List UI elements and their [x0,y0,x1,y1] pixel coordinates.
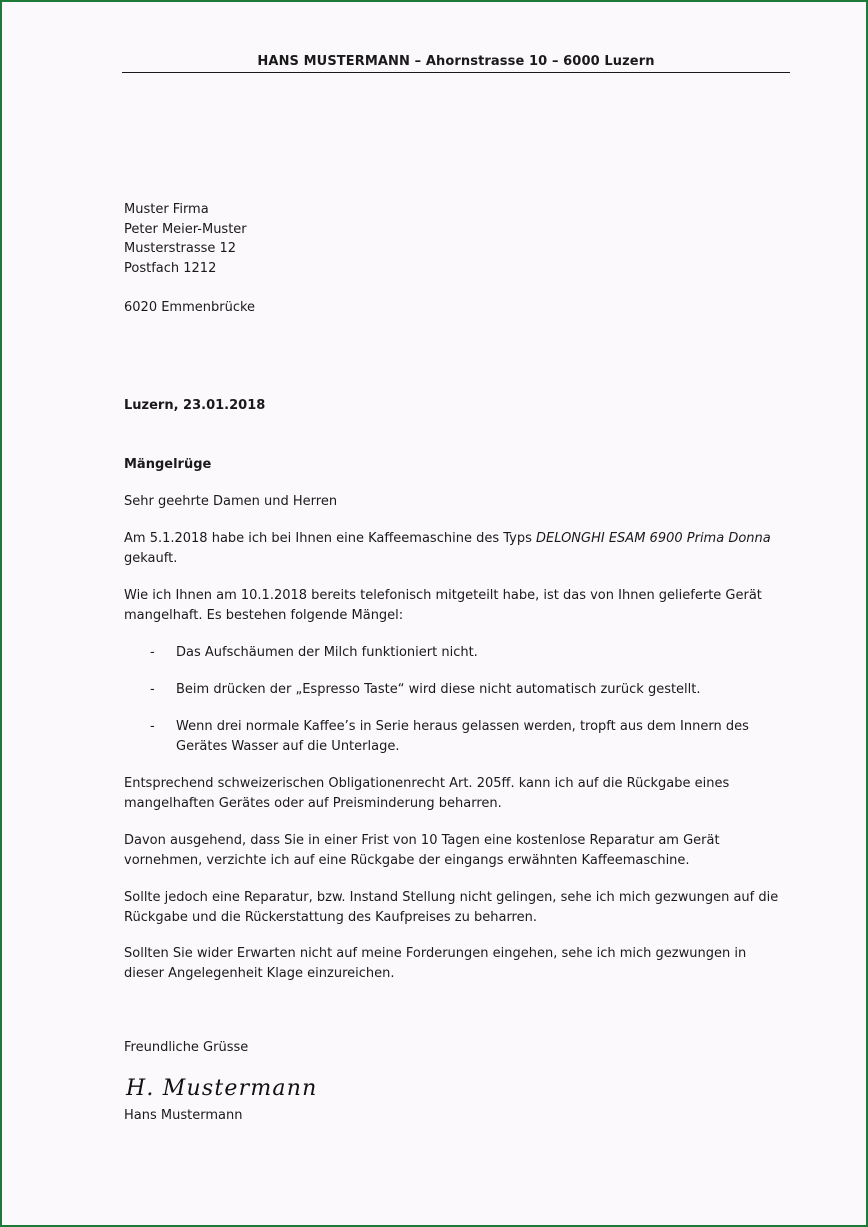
paragraph-defect-notice [124,586,789,625]
paragraph-refund-demand [124,888,789,927]
paragraph-repair-request-line2: vornehmen, verzichte ich auf eine Rückgabe der eingangs erwähnten Kaffeemaschine. [124,852,690,868]
handwritten-signature: H. Mustermann [126,1076,318,1101]
salutation: Sehr geehrte Damen und Herren [124,494,338,509]
subject-line: Mängelrüge [124,457,212,472]
paragraph-legal-basis [124,774,789,813]
recipient-contact: Peter Meier-Muster [124,221,247,237]
closing-greeting: Freundliche Grüsse [124,1040,249,1055]
sender-name: Hans Mustermann [124,1108,243,1123]
defect-item-3-line1: Wenn drei normale Kaffee’s in Serie heraus gelassen werden, tropft aus dem Innern des [176,719,749,734]
paragraph-legal-action-line2: dieser Angelegenheit Klage einzureichen. [124,965,395,981]
product-name: DELONGHI ESAM 6900 Prima Donna [536,531,771,546]
paragraph-defect-notice-line2: mangelhaft. Es bestehen folgende Mängel: [124,607,404,623]
bullet-marker: - [150,645,155,660]
paragraph-purchase-line1 [124,529,789,549]
recipient-address [124,200,789,278]
recipient-city: 6020 Emmenbrücke [124,300,256,315]
paragraph-legal-action [124,944,789,983]
paragraph-repair-request-line1: Davon ausgehend, dass Sie in einer Frist von 10 Tagen eine kostenlose Reparatur am Gerät [124,833,720,848]
paragraph-defect-notice-line1: Wie ich Ihnen am 10.1.2018 bereits telefonisch mitgeteilt habe, ist das von Ihnen gelieferte Gerät [124,588,762,603]
defect-item-1: Das Aufschäumen der Milch funktioniert nicht. [176,645,478,660]
paragraph-legal-action-line1: Sollten Sie wider Erwarten nicht auf meine Forderungen eingehen, sehe ich mich gezwungen in [124,946,747,961]
place-date: Luzern, 23.01.2018 [124,398,266,413]
bullet-marker: - [150,682,155,697]
paragraph-purchase [124,529,789,568]
paragraph-legal-basis-line1: Entsprechend schweizerischen Obligationenrecht Art. 205ff. kann ich auf die Rückgabe eines [124,776,730,791]
recipient-company: Muster Firma [124,202,209,217]
paragraph-repair-request [124,831,789,870]
bullet-marker: - [150,719,155,734]
defect-item-3 [176,717,749,756]
paragraph-purchase-line2: gekauft. [124,550,178,566]
purchase-text: Am 5.1.2018 habe ich bei Ihnen eine Kaffeemaschine des Typs [124,531,536,546]
paragraph-refund-demand-line1: Sollte jedoch eine Reparatur, bzw. Instand Stellung nicht gelingen, sehe ich mich gezwungen auf die [124,890,779,905]
defect-item-2: Beim drücken der „Espresso Taste“ wird diese nicht automatisch zurück gestellt. [176,682,701,697]
paragraph-legal-basis-line2: mangelhaften Gerätes oder auf Preisminderung beharren. [124,795,502,811]
defect-item-3-line2: Gerätes Wasser auf die Unterlage. [176,738,400,754]
paragraph-refund-demand-line2: Rückgabe und die Rückerstattung des Kaufpreises zu beharren. [124,909,537,925]
letterhead-divider [122,72,790,73]
letterhead-sender-line: HANS MUSTERMANN – Ahornstrasse 10 – 6000 Luzern [257,54,655,69]
recipient-street: Musterstrasse 12 [124,241,237,257]
recipient-postbox: Postfach 1212 [124,260,217,276]
